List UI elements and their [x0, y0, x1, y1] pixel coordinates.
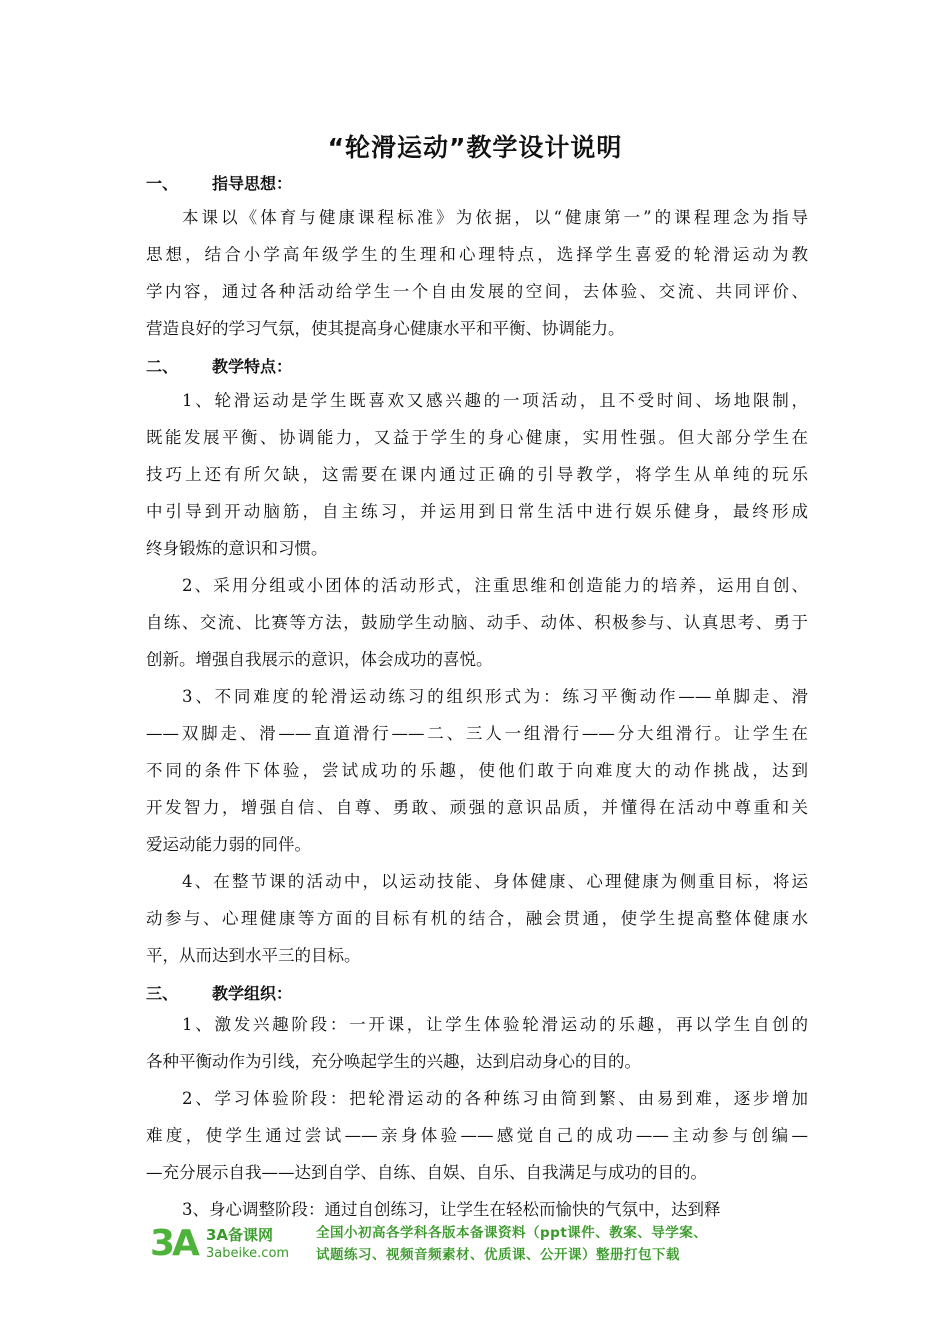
- section-heading-2: [146, 355, 292, 379]
- section-heading-3: [146, 982, 292, 1006]
- 3a-logo-icon: 3A: [150, 1223, 197, 1264]
- section-number: 一、: [146, 174, 179, 193]
- text-line: 既能发展平衡、协调能力，又益于学生的身心健康，实用性强。但大部分学生在: [146, 428, 808, 447]
- text-line: 营造良好的学习气氛，使其提高身心健康水平和平衡、协调能力。: [146, 319, 625, 338]
- text-line: 难度，使学生通过尝试——亲身体验——感觉自己的成功——主动参与创编—: [146, 1126, 808, 1145]
- text-line: 2、学习体验阶段：把轮滑运动的各种练习由简到繁、由易到难，逐步增加: [182, 1089, 808, 1108]
- text-line: 动参与、心理健康等方面的目标有机的结合，融会贯通，使学生提高整体健康水: [146, 909, 808, 928]
- text-line: 自练、交流、比赛等方法，鼓励学生动脑、动手、动体、积极参与、认真思考、勇于: [146, 613, 808, 632]
- promo-line-1: 全国小初高各学科各版本备课资料（ppt课件、教案、导学案、: [316, 1225, 708, 1241]
- section-number: 三、: [146, 984, 179, 1003]
- text-line: 思想，结合小学高年级学生的生理和心理特点，选择学生喜爱的轮滑运动为教: [146, 245, 808, 264]
- section-number: 二、: [146, 357, 179, 376]
- section-title: 教学组织：: [212, 984, 293, 1003]
- text-line: 开发智力，增强自信、自尊、勇敢、顽强的意识品质，并懂得在活动中尊重和关: [146, 798, 808, 817]
- text-line: 爱运动能力弱的同伴。: [146, 835, 311, 854]
- text-line: 创新。增强自我展示的意识，体会成功的喜悦。: [146, 650, 493, 669]
- text-line: 3、身心调整阶段：通过自创练习，让学生在轻松而愉快的气氛中，达到释: [182, 1200, 721, 1219]
- section-heading-1: [146, 172, 292, 196]
- text-line: 3、不同难度的轮滑运动练习的组织形式为：练习平衡动作——单脚走、滑: [182, 687, 808, 706]
- logo-name: 3A备课网: [206, 1226, 274, 1244]
- document-title: “轮滑运动”教学设计说明: [327, 133, 623, 162]
- text-line: —充分展示自我——达到自学、自练、自娱、自乐、自我满足与成功的目的。: [146, 1163, 707, 1182]
- logo-url: 3abeike.com: [206, 1246, 290, 1261]
- text-line: 1、轮滑运动是学生既喜欢又感兴趣的一项活动，且不受时间、场地限制，: [182, 391, 808, 410]
- text-line: 不同的条件下体验，尝试成功的乐趣，使他们敢于向难度大的动作挑战，达到: [146, 761, 808, 780]
- promo-line-2: 试题练习、视频音频素材、优质课、公开课）整册打包下载: [316, 1247, 680, 1263]
- footer-banner: [140, 1218, 820, 1274]
- text-line: 2、采用分组或小团体的活动形式，注重思维和创造能力的培养，运用自创、: [182, 576, 808, 595]
- text-line: 终身锻炼的意识和习惯。: [146, 539, 328, 558]
- text-line: 平，从而达到水平三的目标。: [146, 946, 361, 965]
- text-line: ——双脚走、滑——直道滑行——二、三人一组滑行——分大组滑行。让学生在: [146, 724, 808, 743]
- text-line: 1、激发兴趣阶段：一开课，让学生体验轮滑运动的乐趣，再以学生自创的: [182, 1015, 808, 1034]
- text-line: 4、在整节课的活动中，以运动技能、身体健康、心理健康为侧重目标，将运: [182, 872, 808, 891]
- text-line: 技巧上还有所欠缺，这需要在课内通过正确的引导教学，将学生从单纯的玩乐: [146, 465, 808, 484]
- text-line: 中引导到开动脑筋，自主练习，并运用到日常生活中进行娱乐健身，最终形成: [146, 502, 808, 521]
- section-title: 指导思想：: [212, 174, 293, 193]
- text-line: 本课以《体育与健康课程标准》为依据，以“健康第一”的课程理念为指导: [182, 208, 808, 227]
- text-line: 学内容，通过各种活动给学生一个自由发展的空间，去体验、交流、共同评价、: [146, 282, 808, 301]
- section-title: 教学特点：: [212, 357, 293, 376]
- text-line: 各种平衡动作为引线，充分唤起学生的兴趣，达到启动身心的目的。: [146, 1052, 641, 1071]
